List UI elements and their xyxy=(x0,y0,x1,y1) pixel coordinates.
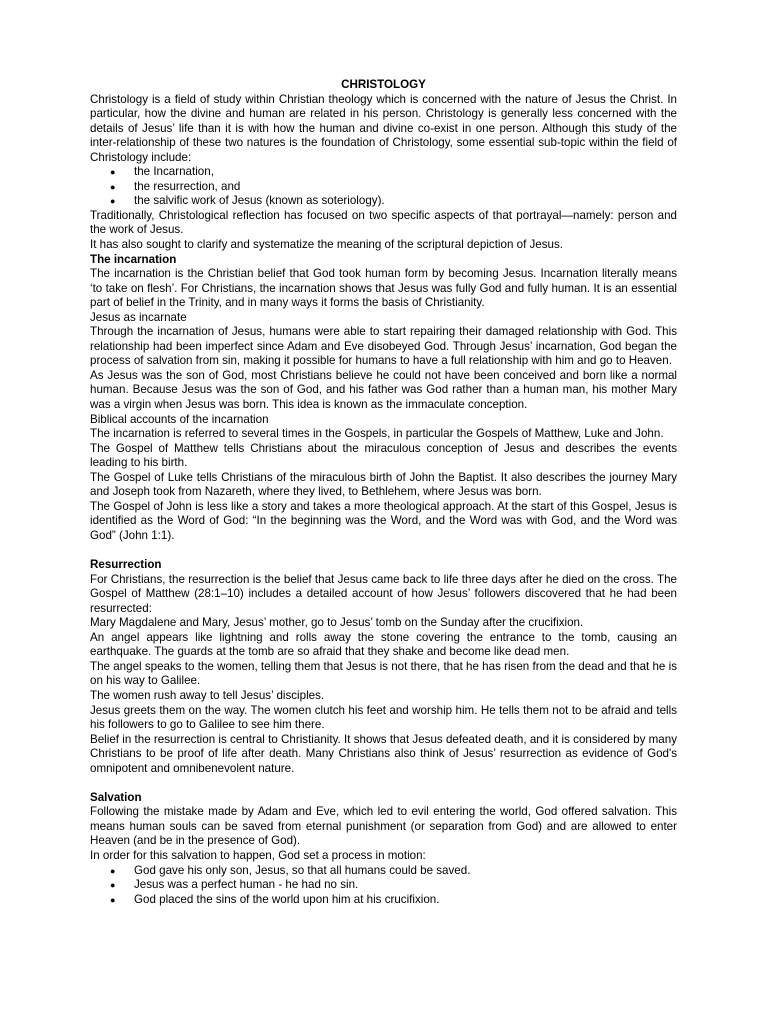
salvation-paragraph-2: In order for this salvation to happen, God set a process in motion: xyxy=(90,848,426,862)
list-item-text: God gave his only son, Jesus, so that all humans could be saved. xyxy=(134,863,471,877)
bullet-icon: ● xyxy=(110,894,116,905)
resurrection-paragraph-1: For Christians, the resurrection is the belief that Jesus came back to life three days after he died on the cross. The Gospel of Matthew (28:1–10) includes a detailed account of how Jesus’ followers discovered that he had been resurrected: xyxy=(90,572,677,615)
intro-bullet-list xyxy=(90,165,677,209)
list-item xyxy=(90,165,677,180)
resurrection-paragraph-4: The angel speaks to the women, telling them that Jesus is not there, that he has risen from the dead and that he is on his way to Galilee. xyxy=(90,659,677,688)
incarnation-paragraph-4: The incarnation is referred to several times in the Gospels, in particular the Gospels of Matthew, Luke and John. xyxy=(90,427,664,441)
incarnation-paragraph-5: The Gospel of Matthew tells Christians about the miraculous conception of Jesus and describes the events leading to his birth. xyxy=(90,441,677,470)
salvation-bullet-list xyxy=(90,864,677,908)
section-heading-salvation: Salvation xyxy=(90,790,142,804)
incarnation-paragraph-6: The Gospel of Luke tells Christians of the miraculous birth of John the Baptist. It also describes the journey Mary and Joseph took from Nazareth, where they lived, to Bethlehem, where Jesus was born. xyxy=(90,470,677,499)
incarnation-paragraph-3: As Jesus was the son of God, most Christians believe he could not have been conceived and born like a normal human. Because Jesus was the son of God, and his father was God rather than a human man, his mother Mary was a virgin when Jesus was born. This idea is known as the immaculate conception. xyxy=(90,368,677,412)
list-item-text: the Incarnation, xyxy=(134,165,214,179)
subheading-jesus-as-incarnate: Jesus as incarnate xyxy=(90,310,187,324)
list-item-text: the salvific work of Jesus (known as soteriology). xyxy=(134,194,385,208)
page-title: CHRISTOLOGY xyxy=(341,78,426,91)
section-spacer xyxy=(90,776,677,791)
incarnation-paragraph-2: Through the incarnation of Jesus, humans were able to start repairing their damaged relationship with God. This relationship had been imperfect since Adam and Eve disobeyed God. Through Jesus’ incarnation, God began the process of salvation from sin, making it possible for humans to have a full relationship with him and go to Heaven. xyxy=(90,325,677,368)
section-spacer xyxy=(90,544,677,559)
intro-paragraph-1: Christology is a field of study within Christian theology which is concerned with the nature of Jesus the Christ. In particular, how the divine and human are related in his person. Christology is generally less concerned with the details of Jesus’ life than it is with how the human and divine co-exist in one person. Although this study of the inter-relationship of these two natures is the foundation of Christology, some essential sub-topic within the field of Christology include: xyxy=(90,92,677,164)
bullet-icon: ● xyxy=(110,196,116,207)
bullet-icon: ● xyxy=(110,167,116,178)
incarnation-paragraph-1: The incarnation is the Christian belief that God took human form by becoming Jesus. Incarnation literally means ‘to take on flesh’. For Christians, the incarnation shows that Jesus was fully God and fully human. It is an essential part of belief in the Trinity, and in many ways it forms the basis of Christianity. xyxy=(90,267,677,310)
salvation-paragraph-1: Following the mistake made by Adam and Eve, which led to evil entering the world, God offered salvation. This means human souls can be saved from eternal punishment (or separation from God) and are allowed to enter Heaven (and be in the presence of God). xyxy=(90,805,677,848)
bullet-icon: ● xyxy=(110,880,116,891)
subheading-biblical-accounts: Biblical accounts of the incarnation xyxy=(90,412,269,426)
list-item xyxy=(90,878,677,893)
section-heading-resurrection: Resurrection xyxy=(90,558,162,572)
list-item xyxy=(90,864,677,879)
section-heading-incarnation: The incarnation xyxy=(90,252,177,266)
resurrection-paragraph-3: An angel appears like lightning and rolls away the stone covering the entrance to the tomb, causing an earthquake. The guards at the tomb are so afraid that they shake and become like dead men. xyxy=(90,630,677,659)
list-item-text: God placed the sins of the world upon him at his crucifixion. xyxy=(134,892,440,906)
list-item-text: Jesus was a perfect human - he had no sin. xyxy=(134,878,359,892)
resurrection-paragraph-2: Mary Magdalene and Mary, Jesus’ mother, go to Jesus’ tomb on the Sunday after the crucifixion. xyxy=(90,616,584,630)
intro-paragraph-2: Traditionally, Christological reflection has focused on two specific aspects of that portrayal—namely: person and the work of Jesus. xyxy=(90,208,677,237)
incarnation-paragraph-7: The Gospel of John is less like a story and takes a more theological approach. At the start of this Gospel, Jesus is identified as the Word of God: “In the beginning was the Word, and the Word was with God, and the Word was God” (John 1:1). xyxy=(90,499,677,542)
bullet-icon: ● xyxy=(110,181,116,192)
resurrection-paragraph-5: The women rush away to tell Jesus’ disciples. xyxy=(90,688,325,702)
list-item xyxy=(90,180,677,195)
resurrection-paragraph-6: Jesus greets them on the way. The women clutch his feet and worship him. He tells them not to be afraid and tells his followers to go to Galilee to see him there. xyxy=(90,703,677,732)
resurrection-paragraph-7: Belief in the resurrection is central to Christianity. It shows that Jesus defeated death, and it is considered by many Christians to be proof of life after death. Many Christians also think of Jesus’ resurrection as evidence of God's omnipotent and omnibenevolent nature. xyxy=(90,732,677,775)
intro-paragraph-3: It has also sought to clarify and systematize the meaning of the scriptural depiction of Jesus. xyxy=(90,238,564,252)
list-item xyxy=(90,893,677,908)
document-page xyxy=(90,78,677,907)
list-item-text: the resurrection, and xyxy=(134,179,241,193)
list-item xyxy=(90,194,677,209)
bullet-icon: ● xyxy=(110,865,116,876)
